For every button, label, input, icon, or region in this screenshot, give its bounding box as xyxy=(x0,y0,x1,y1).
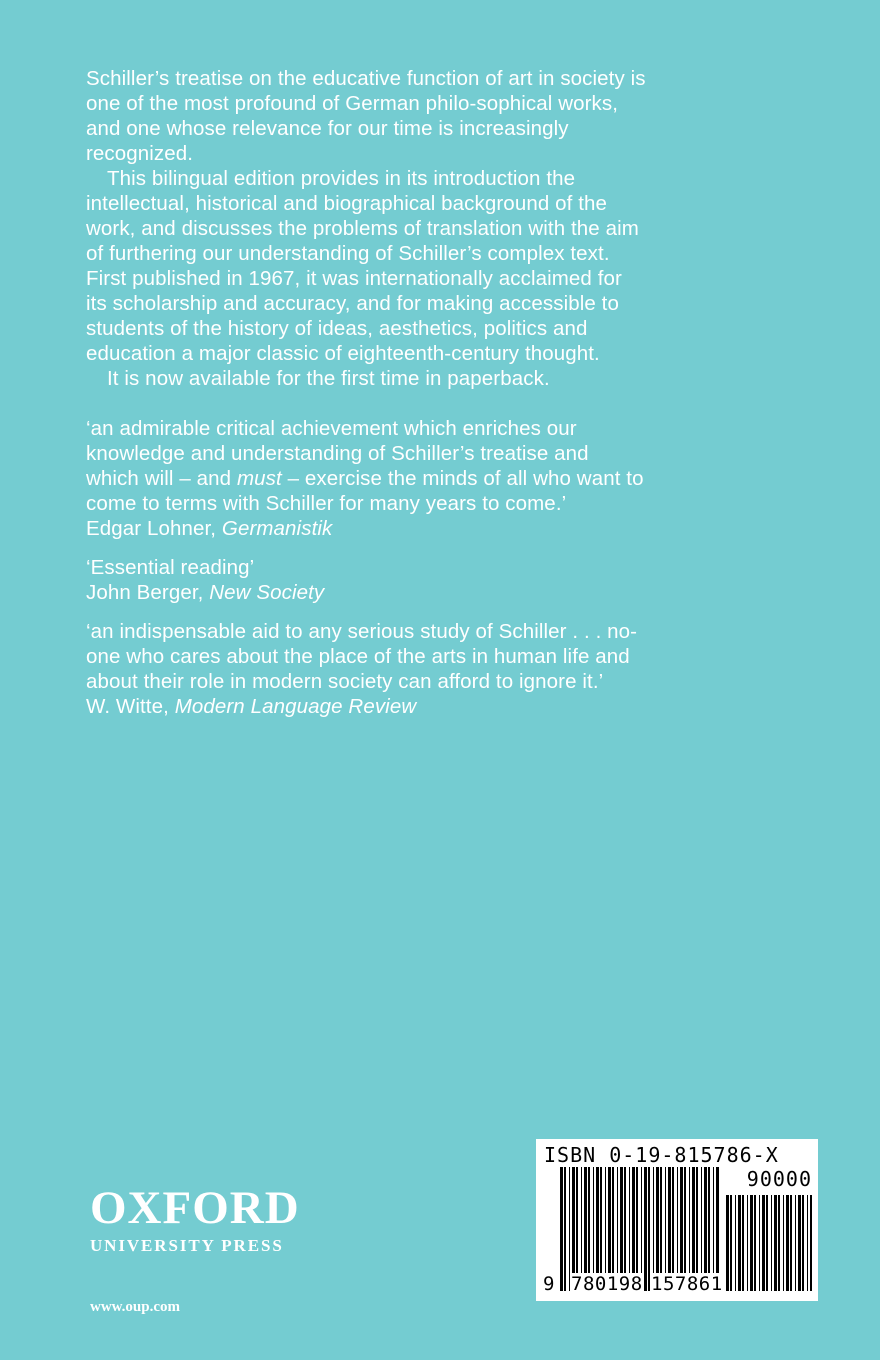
barcode-bar xyxy=(726,1195,729,1291)
barcode-bar xyxy=(774,1195,777,1291)
publisher-logo xyxy=(90,1184,330,1256)
ean-right-group: 157861 xyxy=(651,1273,723,1295)
review-quote-2 xyxy=(86,555,646,605)
barcode-bar xyxy=(738,1195,741,1291)
ean-left-group: 780198 xyxy=(571,1273,643,1295)
publisher-url[interactable]: www.oup.com xyxy=(90,1299,181,1315)
review-quote-3 xyxy=(86,619,646,719)
quote-source xyxy=(86,580,646,605)
price-code: 90000 xyxy=(746,1167,812,1191)
barcode-bar xyxy=(735,1195,736,1291)
description-paragraph-1: Schiller’s treatise on the educative function of art in society is one of the most profound of German philo-sophical works, and one whose relevance for our time is increasingly recognized. xyxy=(86,67,646,165)
barcode-bar xyxy=(560,1167,563,1291)
barcode-bar xyxy=(750,1195,753,1291)
quote-publication: Modern Language Review xyxy=(174,695,417,718)
barcode-bar xyxy=(766,1195,768,1291)
barcode-bar xyxy=(742,1195,744,1291)
barcode-bar xyxy=(807,1195,808,1291)
publisher-name: OXFORD xyxy=(90,1182,300,1234)
barcode-bar xyxy=(778,1195,780,1291)
barcode-bar xyxy=(802,1195,804,1291)
barcode-bar xyxy=(754,1195,756,1291)
quote-author: John Berger, xyxy=(86,581,210,604)
quote-author: W. Witte, xyxy=(86,695,175,718)
barcode-bar xyxy=(644,1167,647,1291)
quote-text: ‘Essential reading’ xyxy=(86,556,255,579)
barcode-bar xyxy=(564,1167,566,1291)
quote-publication: New Society xyxy=(209,581,325,604)
ean-first-digit: 9 xyxy=(543,1273,555,1295)
barcode-bar xyxy=(747,1195,748,1291)
isbn-number: ISBN 0-19-815786-X xyxy=(544,1143,779,1167)
barcode-bar xyxy=(786,1195,789,1291)
barcode-panel xyxy=(536,1139,818,1301)
barcode-bar xyxy=(795,1195,796,1291)
publisher-subtitle: UNIVERSITY PRESS xyxy=(90,1236,284,1255)
barcode-bar xyxy=(790,1195,792,1291)
quote-emphasis: must xyxy=(236,467,282,490)
quote-text-end: – exercise the minds of all who want to come to terms with Schiller for many years to come.’ xyxy=(86,467,644,515)
barcode-bar xyxy=(810,1195,812,1291)
quote-publication: Germanistik xyxy=(221,517,333,540)
quote-text: ‘an indispensable aid to any serious study of Schiller . . . no-one who cares about the place of the arts in human life and about their role in modern society can afford to ignore it.’ xyxy=(86,620,638,693)
back-cover-blurb xyxy=(86,66,646,719)
description-paragraph-3: It is now available for the first time in paperback. xyxy=(107,367,550,390)
barcode-bar xyxy=(762,1195,765,1291)
barcode-bar xyxy=(730,1195,732,1291)
quote-author: Edgar Lohner, xyxy=(86,517,222,540)
description-paragraph-2: This bilingual edition provides in its introduction the intellectual, historical and biographical background of the work, and discusses the problems of translation with the aim of furthering our understanding of Schiller’s complex text. First published in 1967, it was internationally acclaimed for its scholarship and accuracy, and for making accessible to students of the history of ideas, aesthetics, politics and education a major classic of eighteenth-century thought. xyxy=(86,167,639,365)
quote-source xyxy=(86,516,646,541)
barcode-bar xyxy=(798,1195,801,1291)
quote-source xyxy=(86,694,646,719)
barcode-bar xyxy=(783,1195,784,1291)
barcode-bar xyxy=(771,1195,772,1291)
barcode-bar xyxy=(759,1195,760,1291)
quote-text: ‘an admirable critical achievement which enriches our knowledge and understanding of Schiller’s treatise and which will – and xyxy=(86,417,589,490)
review-quote-1 xyxy=(86,416,646,541)
